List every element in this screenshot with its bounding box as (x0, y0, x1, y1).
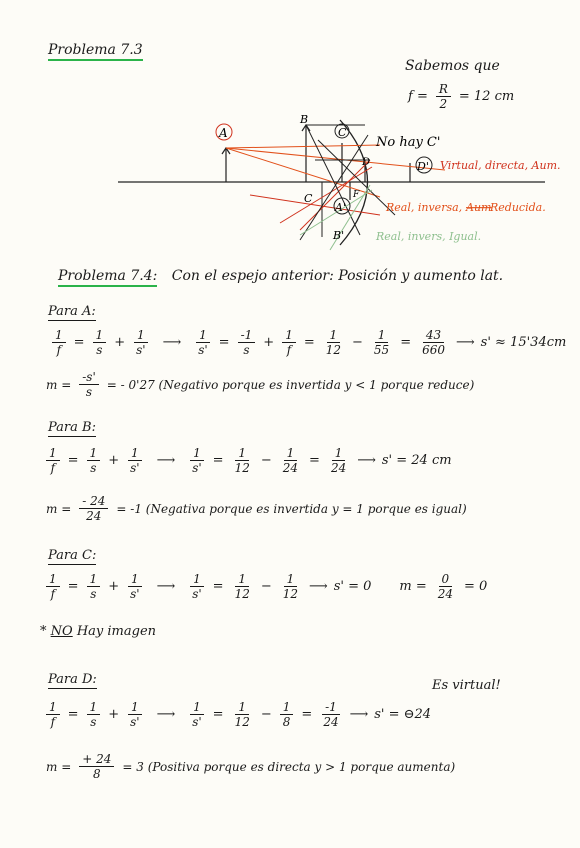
section-d-m: m = $\frac{+ 24}{8}$ = 3 (Positiva porque es directa y > 1 porque aumenta) (46, 752, 456, 781)
label-b-prime: B' (333, 229, 345, 242)
label-d-prime: D' (417, 160, 429, 173)
section-d-eq1: $\frac{1}{f}$ = $\frac{1}{s}$ + $\frac{1}{s'}$ ⟶ $\frac{1}{s'}$ = $\frac{1}{12}$ − $\frac{1}{8}$ = $\frac{-1}{24}$ ⟶ s' = ⊖24 (44, 700, 431, 729)
label-virtual: Virtual, directa, Aum. (440, 159, 561, 172)
section-b-m: m = $\frac{- 24}{24}$ = -1 (Negativa porque es invertida y = 1 porque es igual) (46, 494, 467, 523)
f-den: 2 (439, 97, 448, 111)
f-rhs: = 12 cm (458, 89, 515, 104)
section-c-result: s' = 0 (333, 579, 372, 594)
section-d-result: s' = ⊖24 (374, 707, 432, 722)
problem-7-3-title (48, 42, 143, 58)
section-b-label: Para B: (48, 420, 96, 435)
section-a-m: m = $\frac{-s'}{s}$ = - 0'27 (Negativo porque es invertida y < 1 porque reduce) (46, 370, 475, 399)
label-real-inv-1: Real, inversa, (386, 201, 463, 214)
problem-7-4-title (58, 268, 503, 284)
label-nohay: No hay C' (376, 135, 441, 150)
section-d-head (48, 672, 97, 687)
section-a-head (48, 304, 96, 319)
f-num: R (436, 82, 451, 97)
label-cc: C (338, 126, 347, 139)
section-a-label: Para A: (48, 304, 96, 319)
problem-7-3-label: Problema 7.3 (48, 42, 143, 61)
label-c: C (304, 192, 313, 205)
section-a-eq1: $\frac{1}{f}$ = $\frac{1}{s}$ + $\frac{1}{s'}$ ⟶ $\frac{1}{s'}$ = $\frac{-1}{s}$ + $\frac{1}{f}$ = $\frac{1}{12}$ − $\frac{1}{55}$ = $\frac{43}{660}$ ⟶ s' ≈ 15'34cm (50, 328, 566, 357)
label-real-inv-strike: Aum (466, 201, 492, 214)
section-c-label: Para C: (48, 548, 97, 563)
ray-orange-1 (226, 148, 445, 170)
label-f: F (353, 190, 360, 200)
section-c-eq1: $\frac{1}{f}$ = $\frac{1}{s}$ + $\frac{1}{s'}$ ⟶ $\frac{1}{s'}$ = $\frac{1}{12}$ − $\frac{1}{12}$ ⟶ s' = 0 m = $\frac{0}{24}$ = 0 (44, 572, 487, 601)
mirror-ray-diagram (0, 105, 580, 265)
label-a-prime: A' (335, 201, 346, 214)
ray-black-5 (300, 135, 371, 240)
virtual-note: Es virtual! (432, 678, 501, 693)
label-d: D (362, 157, 371, 168)
sabemos-text: Sabemos que (405, 58, 500, 74)
label-real-igual: Real, invers, Igual. (376, 230, 482, 243)
ray-black-4 (318, 140, 395, 215)
problem-7-4-subtitle: Con el espejo anterior: Posición y aumento lat. (171, 268, 504, 284)
section-c-note: * NO Hay imagen (40, 624, 157, 639)
ray-orange-3 (226, 145, 380, 148)
label-real-inv-2: Reducida. (490, 201, 546, 214)
section-c-head (48, 548, 96, 563)
label-a: A (219, 126, 228, 140)
section-b-head (48, 420, 96, 435)
problem-7-4-label: Problema 7.4: (58, 268, 157, 287)
f-lhs: f = (408, 89, 428, 104)
section-b-eq1: $\frac{1}{f}$ = $\frac{1}{s}$ + $\frac{1}{s'}$ ⟶ $\frac{1}{s'}$ = $\frac{1}{12}$ − $\frac{1}{24}$ = $\frac{1}{24}$ ⟶ s' = 24 cm (44, 446, 452, 475)
section-a-result: s' ≈ 15'34cm (480, 335, 567, 350)
label-b: B (300, 113, 309, 126)
ray-red-3 (250, 195, 380, 215)
section-b-result: s' = 24 cm (381, 453, 452, 468)
section-d-label: Para D: (48, 672, 97, 687)
